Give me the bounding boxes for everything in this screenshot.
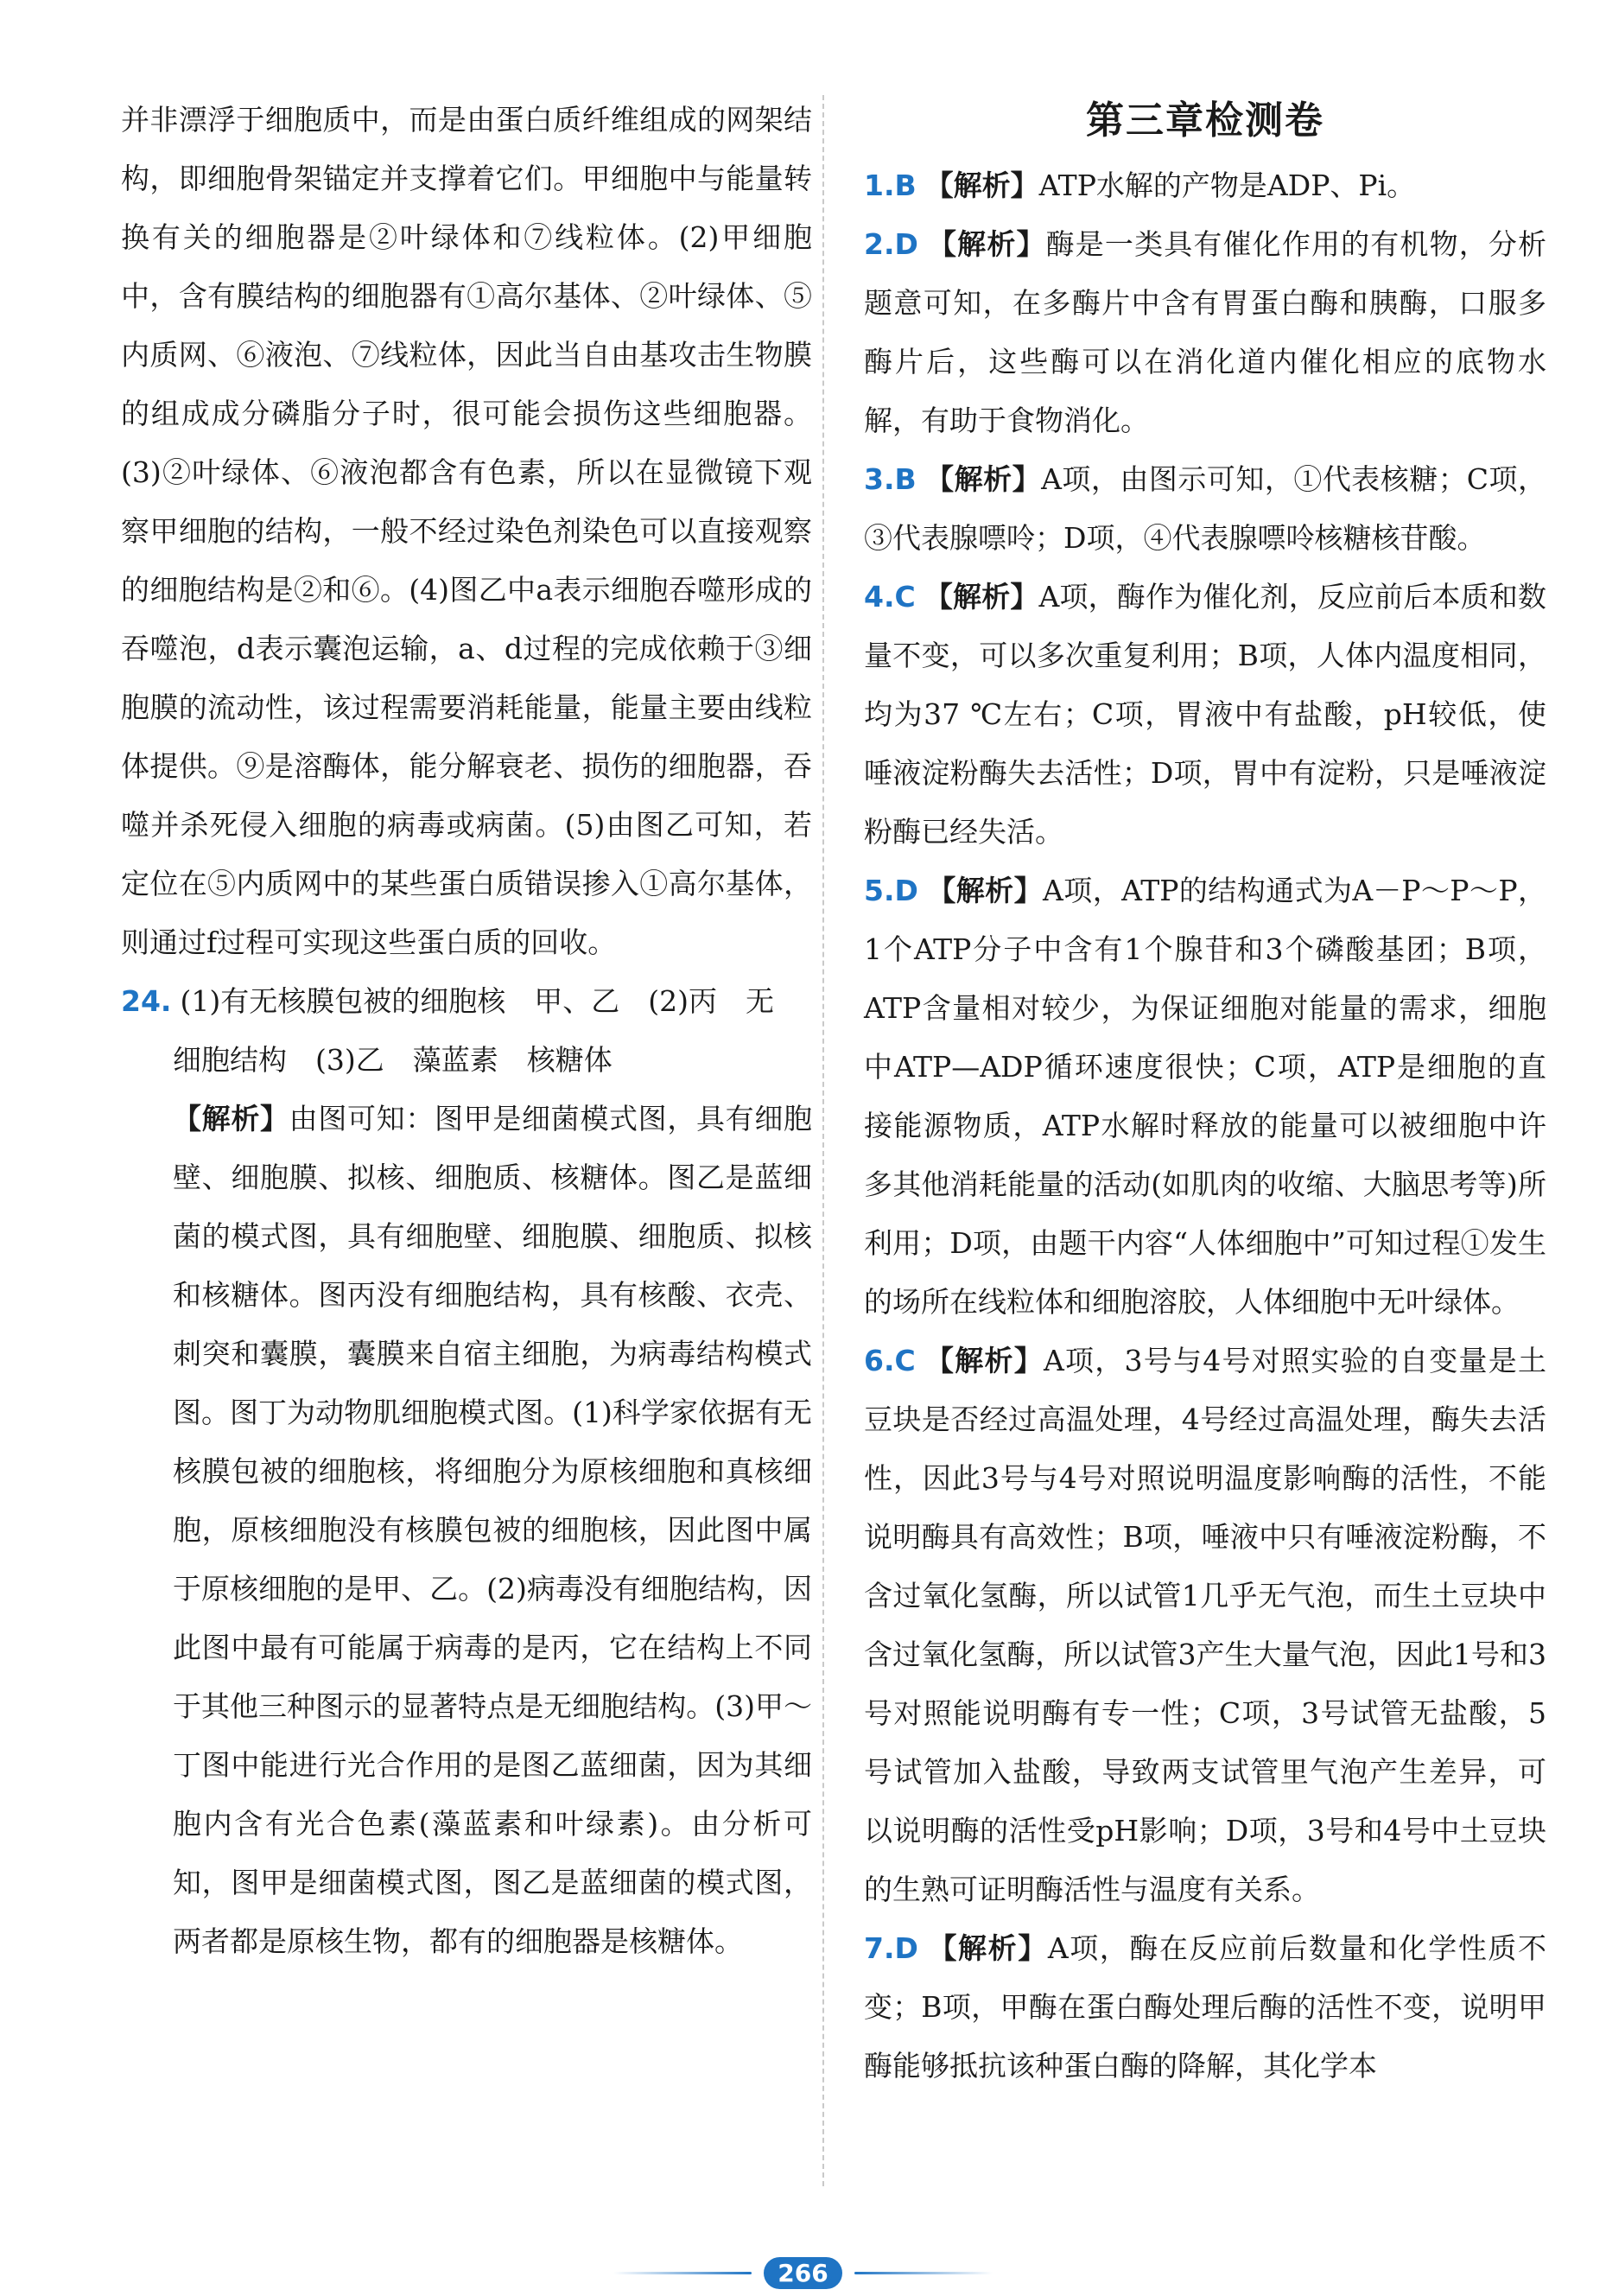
question-number: 5.D [864, 874, 918, 907]
chapter-title: 第三章检测卷 [1086, 99, 1324, 143]
answer-item-2 [864, 215, 1546, 450]
answer-item-1 [864, 156, 1546, 215]
answer-item-7 [864, 1919, 1546, 2096]
analysis-tag: 【解析】 [926, 874, 1044, 907]
column-divider [822, 95, 824, 2186]
footer [0, 2257, 1606, 2289]
analysis-text: A项，酶作为催化剂，反应前后本质和数量不变，可以多次重复利用；B项，人体内温度相同，均为37 ℃左右；C项，胃液中有盐酸，pH较低，使唾液淀粉酶失去活性；D项，胃中有淀粉，只是唾液淀粉酶已经失活。 [864, 580, 1546, 849]
analysis-text: 酶是一类具有催化作用的有机物，分析题意可知，在多酶片中含有胃蛋白酶和胰酶，口服多酶片后，这些酶可以在消化道内催化相应的底物水解，有助于食物消化。 [864, 227, 1547, 437]
analysis-tag: 【解析】 [926, 1931, 1048, 1965]
analysis-text: 由图可知：图甲是细菌模式图，具有细胞壁、细胞膜、拟核、细胞质、核糖体。图乙是蓝细菌的模式图，具有细胞壁、细胞膜、细胞质、拟核和核糖体。图丙没有细胞结构，具有核酸、衣壳、刺突和囊膜，囊膜来自宿主细胞，为病毒结构模式图。图丁为动物肌细胞模式图。(1)科学家依据有无核膜包被的细胞核，将细胞分为原核细胞和真核细胞，原核细胞没有核膜包被的细胞核，因此图中属于原核细胞的是甲、乙。(2)病毒没有细胞结构，因此图中最有可能属于病毒的是丙，它在结构上不同于其他三种图示的显著特点是无细胞结构。(3)甲～丁图中能进行光合作用的是图乙蓝细菌，因为其细胞内含有光合色素(藻蓝素和叶绿素)。由分析可知，图甲是细菌模式图，图乙是蓝细菌的模式图，两者都是原核生物，都有的细胞器是核糖体。 [173, 1102, 813, 1958]
footer-decoration-right [854, 2272, 993, 2274]
analysis-text: A项，由图示可知，①代表核糖；C项，③代表腺嘌呤；D项，④代表腺嘌呤核糖核苷酸。 [864, 462, 1546, 555]
answer-item-6 [864, 1332, 1546, 1919]
footer-decoration-left [613, 2272, 752, 2274]
answer-line-1: (1)有无核膜包被的细胞核 甲、乙 (2)丙 无 [180, 984, 774, 1018]
answer-line-2: 细胞结构 (3)乙 藻蓝素 核糖体 [173, 1043, 613, 1077]
left-column [121, 91, 812, 1971]
question-number: 6.C [864, 1344, 916, 1377]
page-number: 266 [764, 2257, 841, 2289]
analysis-text: A项，酶在反应前后数量和化学性质不变；B项，甲酶在蛋白酶处理后酶的活性不变，说明甲酶能够抵抗该种蛋白酶的降解，其化学本 [864, 1931, 1546, 2083]
analysis-tag: 【解析】 [924, 169, 1039, 202]
answer-item-4 [864, 568, 1546, 862]
continuation-paragraph: 并非漂浮于细胞质中，而是由蛋白质纤维组成的网架结构，即细胞骨架锚定并支撑着它们。甲细胞中与能量转换有关的细胞器是②叶绿体和⑦线粒体。(2)甲细胞中，含有膜结构的细胞器有①高尔基体、②叶绿体、⑤内质网、⑥液泡、⑦线粒体，因此当自由基攻击生物膜的组成成分磷脂分子时，很可能会损伤这些细胞器。(3)②叶绿体、⑥液泡都含有色素，所以在显微镜下观察甲细胞的结构，一般不经过染色剂染色可以直接观察的细胞结构是②和⑥。(4)图乙中a表示细胞吞噬形成的吞噬泡，d表示囊泡运输，a、d过程的完成依赖于③细胞膜的流动性，该过程需要消耗能量，能量主要由线粒体提供。⑨是溶酶体，能分解衰老、损伤的细胞器，吞噬并杀死侵入细胞的病毒或病菌。(5)由图乙可知，若定位在⑤内质网中的某些蛋白质错误掺入①高尔基体，则通过f过程可实现这些蛋白质的回收。 [121, 103, 812, 959]
question-number: 24. [121, 984, 172, 1018]
answer-item-3 [864, 450, 1546, 568]
analysis-tag: 【解析】 [924, 462, 1042, 496]
question-24 [121, 972, 812, 1971]
analysis-tag: 【解析】 [924, 1344, 1044, 1377]
question-number: 1.B [864, 169, 917, 202]
analysis-tag: 【解析】 [173, 1102, 289, 1135]
analysis-text: A项，3号与4号对照实验的自变量是土豆块是否经过高温处理，4号经过高温处理，酶失去活性，因此3号与4号对照说明温度影响酶的活性，不能说明酶具有高效性；B项，唾液中只有唾液淀粉酶，不含过氧化氢酶，所以试管1几乎无气泡，而生土豆块中含过氧化氢酶，所以试管3产生大量气泡，因此1号和3号对照能说明酶有专一性；C项，3号试管无盐酸，5号试管加入盐酸，导致两支试管里气泡产生差异，可以说明酶的活性受pH影响；D项，3号和4号中土豆块的生熟可证明酶活性与温度有关系。 [864, 1344, 1547, 1906]
analysis-text: A项，ATP的结构通式为A－P～P～P，1个ATP分子中含有1个腺苷和3个磷酸基团；B项，ATP含量相对较少，为保证细胞对能量的需求，细胞中ATP—ADP循环速度很快；C项，ATP是细胞的直接能源物质，ATP水解时释放的能量可以被细胞中许多其他消耗能量的活动(如肌肉的收缩、大脑思考等)所利用；D项，由题干内容“人体细胞中”可知过程①发生的场所在线粒体和细胞溶胶，人体细胞中无叶绿体。 [864, 874, 1546, 1319]
question-number: 2.D [864, 227, 918, 261]
analysis-tag: 【解析】 [924, 580, 1039, 614]
analysis-tag: 【解析】 [926, 227, 1046, 261]
right-column [864, 91, 1546, 2096]
analysis-paragraph [121, 1090, 812, 1971]
question-number: 3.B [864, 462, 917, 496]
analysis-text: ATP水解的产物是ADP、Pi。 [1038, 169, 1416, 202]
question-number: 4.C [864, 580, 916, 614]
question-number: 7.D [864, 1931, 918, 1965]
answer-item-5 [864, 862, 1546, 1332]
